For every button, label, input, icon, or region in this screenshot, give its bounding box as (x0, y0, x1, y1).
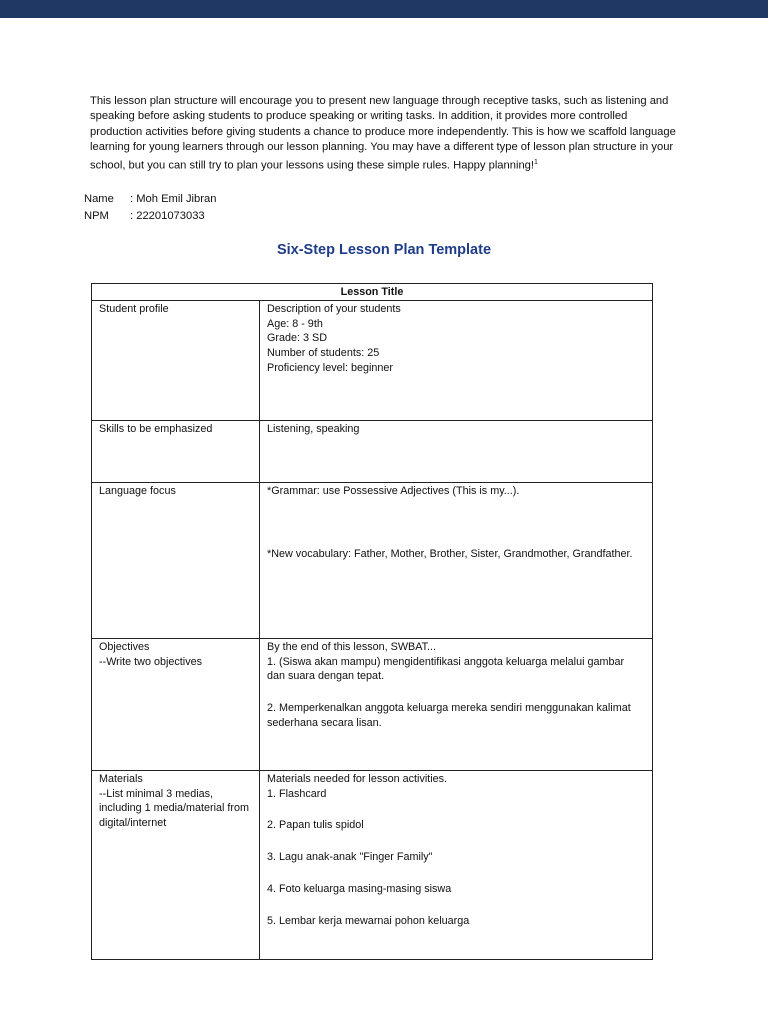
student-npm-line (84, 209, 205, 224)
language-focus-label: Language focus (92, 482, 260, 638)
npm-label: NPM (84, 210, 109, 222)
materials-intro: Materials needed for lesson activities. (267, 772, 448, 785)
skills-value: Listening, speaking (260, 420, 653, 482)
intro-paragraph (90, 94, 680, 174)
table-header-row (92, 284, 653, 301)
student-profile-label: Student profile (92, 300, 260, 420)
vocabulary-text: *New vocabulary: Father, Mother, Brother, Sister, Grandmother, Grandfather. (267, 547, 633, 560)
profile-line: Grade: 3 SD (267, 332, 328, 345)
student-profile-value (260, 300, 653, 420)
intro-text: This lesson plan structure will encourage you to present new language through receptive tasks, such as listening and speaking before asking students to produce speaking or writing tasks. In addition, it provides more controlled production activities before giving students a chance to produce more independently. This is how we scaffold language learning for young learners through our lesson planning. You may have a different type of lesson plan structure in your school, but you can still try to plan your lessons using these simple rules. Happy planning! (90, 95, 676, 172)
material-item: 5. Lembar kerja mewarnai pohon keluarga (267, 914, 470, 927)
profile-line: Age: 8 - 9th (267, 317, 323, 330)
objective-item: 2. Memperkenalkan anggota keluarga mereka sendiri menggunakan kalimat sederhana secara lisan. (267, 702, 631, 729)
materials-label: Materials (99, 772, 143, 785)
profile-line: Number of students: 25 (267, 347, 380, 360)
material-item: 1. Flashcard (267, 787, 327, 800)
materials-label-cell (92, 770, 260, 959)
profile-line: Description of your students (267, 302, 401, 315)
objectives-value (260, 638, 653, 770)
objective-item: 1. (Siswa akan mampu) mengidentifikasi anggota keluarga melalui gambar dan suara dengan tepat. (267, 655, 625, 683)
row-student-profile (92, 300, 653, 420)
lesson-plan-table (91, 283, 653, 960)
objectives-note: --Write two objectives (99, 655, 202, 668)
top-banner-bar (0, 0, 768, 18)
objectives-label: Objectives (99, 640, 150, 653)
material-item: 2. Papan tulis spidol (267, 819, 364, 832)
npm-value: : 22201073033 (130, 210, 205, 222)
materials-note: --List minimal 3 medias, including 1 media/material from digital/internet (99, 787, 250, 830)
material-item: 3. Lagu anak-anak "Finger Family" (267, 851, 433, 864)
material-item: 4. Foto keluarga masing-masing siswa (267, 882, 452, 895)
grammar-text: *Grammar: use Possessive Adjectives (This is my...). (267, 484, 520, 497)
profile-line: Proficiency level: beginner (267, 361, 394, 374)
objectives-intro: By the end of this lesson, SWBAT... (267, 640, 437, 653)
name-value: : Moh Emil Jibran (130, 193, 217, 205)
language-focus-value (260, 482, 653, 638)
page-title: Six-Step Lesson Plan Template (276, 242, 492, 258)
materials-value (260, 770, 653, 959)
objectives-label-cell (92, 638, 260, 770)
lesson-title-header: Lesson Title (92, 284, 653, 301)
row-objectives (92, 638, 653, 770)
row-skills (92, 420, 653, 482)
row-materials (92, 770, 653, 959)
name-label: Name (84, 193, 114, 205)
row-language-focus (92, 482, 653, 638)
footnote-mark: 1 (534, 159, 538, 167)
skills-label: Skills to be emphasized (92, 420, 260, 482)
student-name-line (84, 192, 216, 207)
